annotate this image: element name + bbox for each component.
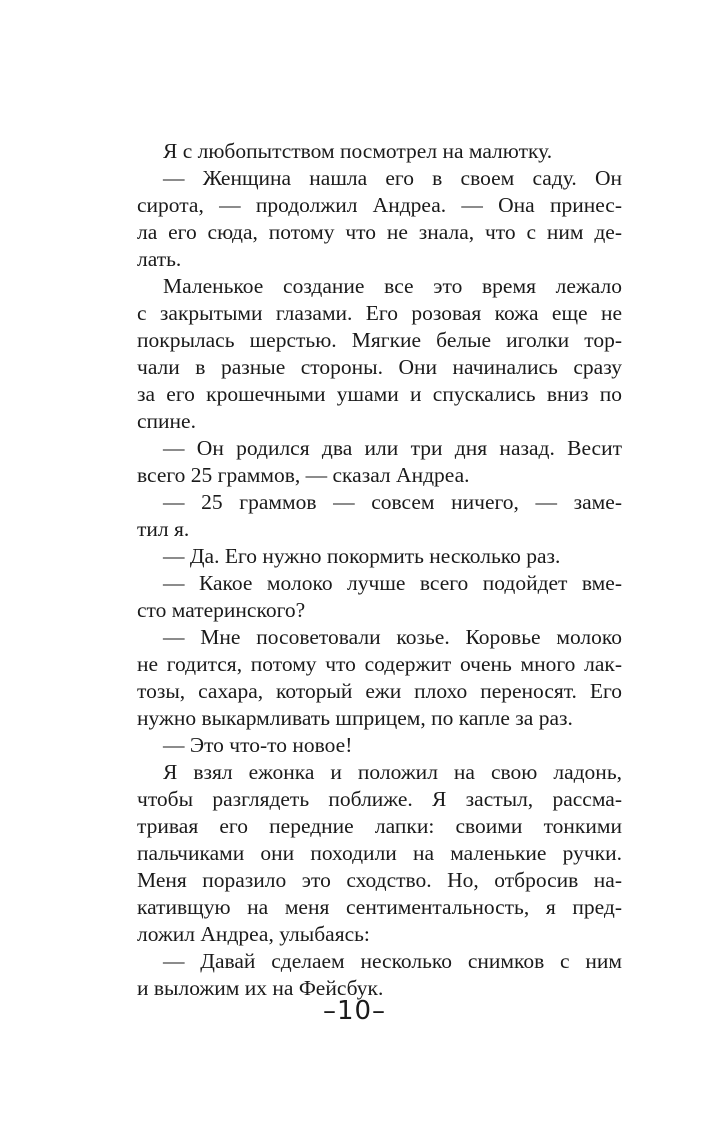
text-line: пальчиками они походили на маленькие ручки.	[137, 841, 622, 865]
text-line: — Мне посоветовали козье. Коровье молоко	[163, 625, 622, 649]
text-line: — Давай сделаем несколько снимков с ним	[163, 949, 622, 973]
text-line: Маленькое создание все это время лежало	[163, 274, 622, 298]
text-line: и выложим их на Фейсбук.	[137, 976, 384, 1000]
text-line: Я взял ежонка и положил на свою ладонь,	[163, 760, 622, 784]
text-line: — Он родился два или три дня назад. Весит	[163, 436, 622, 460]
text-line: лать.	[137, 247, 182, 271]
page-number: –10–	[322, 996, 387, 1026]
text-line: с закрытыми глазами. Его розовая кожа еще не	[137, 301, 622, 325]
text-line: покрылась шерстью. Мягкие белые иголки тор-	[137, 328, 622, 352]
text-line: тозы, сахара, который ежи плохо переносят. Его	[137, 679, 622, 703]
text-line: — Какое молоко лучше всего подойдет вме-	[163, 571, 622, 595]
text-line: всего 25 граммов, — сказал Андреа.	[137, 463, 470, 487]
text-line: — Да. Его нужно покормить несколько раз.	[163, 544, 561, 568]
text-line: тил я.	[137, 517, 190, 541]
text-line: нужно выкармливать шприцем, по капле за раз.	[137, 706, 573, 730]
text-line: за его крошечными ушами и спускались вниз по	[137, 382, 622, 406]
text-line: — Это что-то новое!	[163, 733, 353, 757]
text-line: тривая его передние лапки: своими тонкими	[137, 814, 622, 838]
text-line: Я с любопытством посмотрел на малютку.	[163, 139, 553, 163]
page-body	[137, 138, 622, 1002]
text-line: сирота, — продолжил Андреа. — Она принес-	[137, 193, 622, 217]
text-line: спине.	[137, 409, 196, 433]
text-line: Меня поразило это сходство. Но, отбросив на-	[137, 868, 622, 892]
text-line: ла его сюда, потому что не знала, что с ним де-	[137, 220, 622, 244]
text-line: чтобы разглядеть поближе. Я застыл, рассма-	[137, 787, 622, 811]
text-line: чали в разные стороны. Они начинались сразу	[137, 355, 622, 379]
text-line: — 25 граммов — совсем ничего, — заме-	[163, 490, 622, 514]
text-line: — Женщина нашла его в своем саду. Он	[163, 166, 622, 190]
text-line: ложил Андреа, улыбаясь:	[137, 922, 370, 946]
text-line: кативщую на меня сентиментальность, я пред-	[137, 895, 622, 919]
text-line: не годится, потому что содержит очень много лак-	[137, 652, 622, 676]
text-line: сто материнского?	[137, 598, 306, 622]
